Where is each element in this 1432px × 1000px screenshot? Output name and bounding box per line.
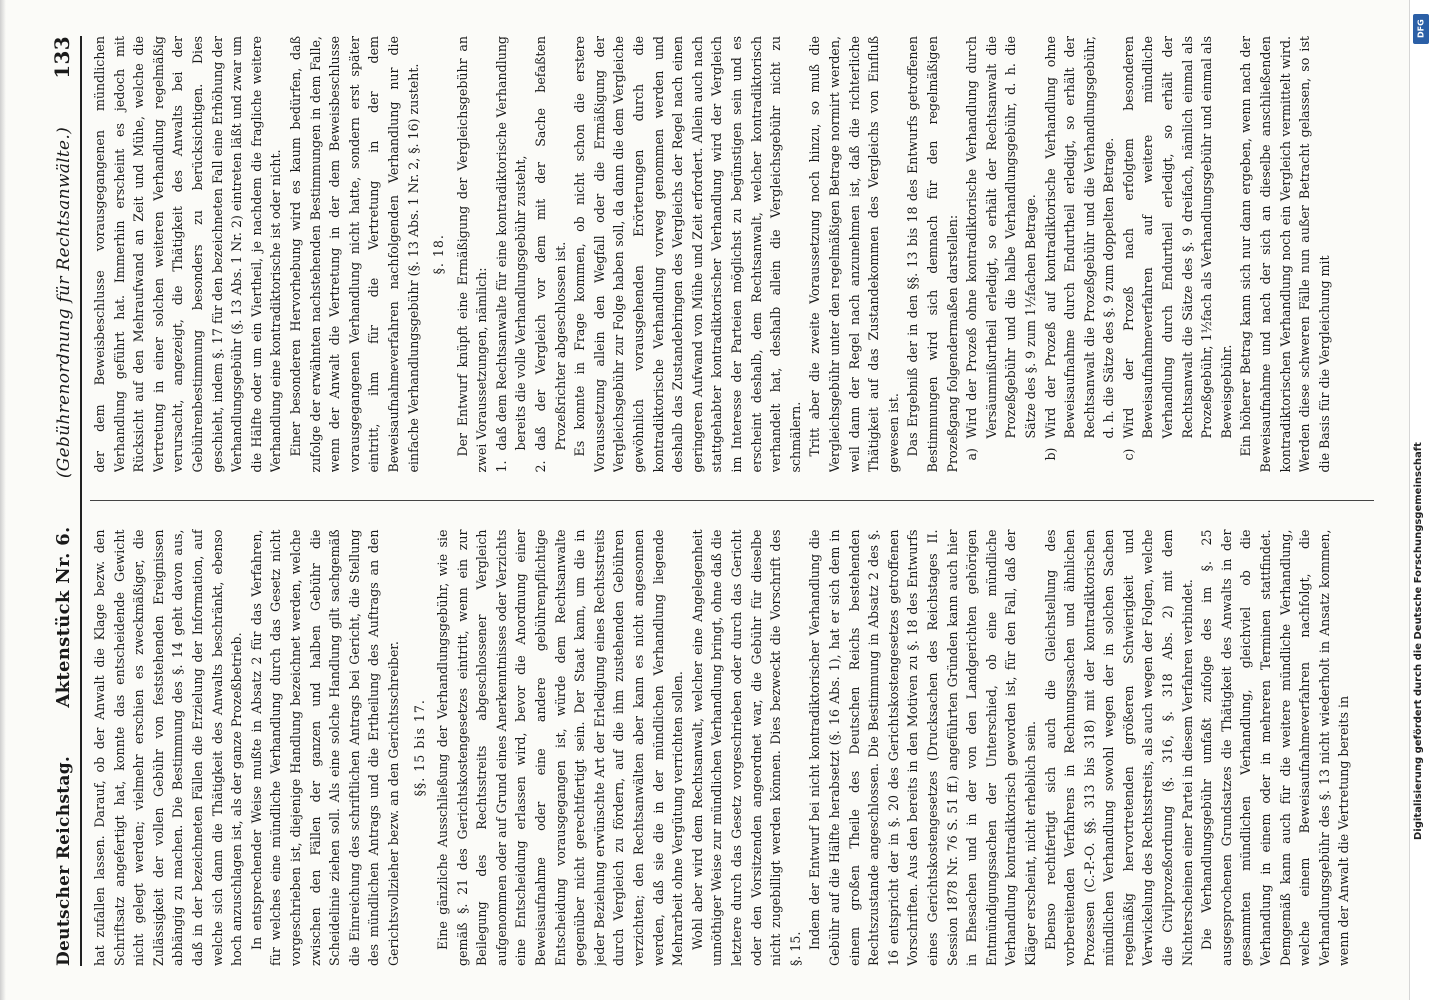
header-left-title: Deutscher Reichstag. <box>54 755 74 966</box>
list-item <box>1119 36 1237 473</box>
running-header <box>34 36 74 966</box>
paragraph: Eine gänzliche Ausschließung der Verhandlungsgebühr, wie sie gemäß §. 21 des Gerichtskostengesetzes eintritt, wenn ein zur Beilegung des Rechtsstreits abgeschlossener Vergleich aufgenommen oder auf Grund eines Anerkenntnisses oder Verzichts eine Entscheidung erlassen wird, bevor die Anordnung einer Beweisaufnahme oder eine andere gebührenpflichtige Entscheidung vorausgegangen ist, würde dem Rechtsanwalte gegenüber nicht gerechtfertigt sein. Der Staat kann, um die in jeder Beziehung erwünschte Art der Erledigung eines Rechtsstreits durch Vergleich zu fördern, auf die ihm zustehenden Gebühren verzichten; den Rechtsanwälten aber kann es nicht angesonnen werden, daß sie die in der mündlichen Verhandlung liegende Mehrarbeit ohne Vergütung verrichten sollen. <box>435 529 686 966</box>
list-marker: 1. <box>493 460 509 473</box>
column-left <box>90 530 1374 967</box>
paragraph: Das Ergebniß der in den §§. 13 bis 18 des Entwurfs getroffenen Bestimmungen wird sich demnach für den regelmäßigen Prozeßgang folgendermaßen darstellen: <box>905 36 960 473</box>
dfg-logo-icon: DFG <box>1413 14 1429 44</box>
header-rule <box>80 36 82 966</box>
paragraph: Die Verhandlungsgebühr umfaßt zufolge des im §. 25 ausgesprochenen Grundsatzes die Thätigkeit des Anwalts in der gesammten mündlichen Verhandlung, gleichviel ob die Verhandlung in einem oder in mehreren Terminen stattfindet. Demgemäß kann auch für die weitere mündliche Verhandlung, welche einem Beweisaufnahmeverfahren nachfolgt, die Verhandlungsgebühr des §. 13 nicht wiederholt in Ansatz kommen, wenn der Anwalt die Vertretung bereits in <box>1199 529 1352 966</box>
paragraph: In entsprechender Weise mußte in Absatz 2 für das Verfahren, für welches eine mündliche Verhandlung durch das Gesetz nicht vorgeschrieben ist, diejenige Handlung bezeichnet werden, welche zwischen den Fällen der ganzen und halben Gebühr die Scheidelinie ziehen soll. Als eine solche Handlung gilt sachgemäß die Einreichung des schriftlichen Antrags bei Gericht, die Stellung des mündlichen Antrags und die Ertheilung des Auftrags an den Gerichtsvollzieher bezw. an den Gerichtsschreiber. <box>248 529 401 966</box>
paragraph: Ein höherer Betrag kann sich nur dann ergeben, wenn nach der Beweisaufnahme und nach der sich an dieselbe anschließenden kontradiktorischen Verhandlung noch ein Vergleich vermittelt wird. Werden diese schweren Fälle nun außer Betracht gelassen, so ist die Basis für die Vergleichung mit <box>1238 36 1332 473</box>
list-text: Wird der Prozeß ohne kontradiktorische Verhandlung durch Versäumnißurtheil erledigt, so erhält der Rechtsanwalt die Prozeßgebühr und die halbe Verhandlungsgebühr, d. h. die Sätze des §. 9 zum 1½fachen Betrage. <box>964 36 1038 439</box>
list-item <box>1041 36 1119 473</box>
column-divider <box>90 501 1374 502</box>
page-edge-shadow <box>0 0 6 1000</box>
paragraph: Ebenso rechtfertigt sich auch die Gleichstellung des vorbereitenden Verfahrens in Rechnungssachen und ähnlichen Prozessen (C.-P.-O. §§. 313 bis 318) mit der kontradiktorischen mündlichen Verhandlung sowohl wegen der in solchen Sachen regelmäßig hervortretenden größeren Schwierigkeit und Verwickelung des Rechtsstreits, als auch wegen der Folgen, welche die Civilprozeßordnung (§. 316, §. 318 Abs. 2) mit dem Nichterscheinen einer Partei in diesem Verfahren verbindet. <box>1042 529 1195 966</box>
header-right-title: (Gebührenordnung für Rechtsanwälte.) <box>54 126 74 479</box>
list-marker: 2. <box>533 460 549 473</box>
list-marker: c) <box>1120 448 1136 461</box>
list-marker: a) <box>964 448 980 461</box>
section-heading: §§. 15 bis 17. <box>411 699 427 797</box>
paragraph: Indem der Entwurf bei nicht kontradiktorischer Verhandlung die Gebühr auf die Hälfte herabsetzt (§. 16 Abs. 1), hat er sich dem in einem großen Theile des Deutschen Reichs bestehenden Rechtszustande angeschlossen. Die Bestimmung in Absatz 2 des §. 16 entspricht der in §. 20 des Gerichtskostengesetzes getroffenen Vorschriften. Aus den bereits in den Motiven zu §. 18 des Entwurfs eines Gerichtskostengesetzes (Drucksachen des Reichstages II. Session 1878 Nr. 76 S. 51 ff.) angeführten Gründen kann auch hier in Ehesachen und in der von den Landgerichten gehörigen Entmündigungssachen der Unterschied, ob eine mündliche Verhandlung kontradiktorisch geworden ist, für den Fall, daß der Kläger erscheint, nicht erheblich sein. <box>807 529 1038 966</box>
column-right <box>90 36 1374 473</box>
section-heading: §. 18. <box>431 234 447 275</box>
list-item <box>962 36 1040 473</box>
digitization-credit: Digitalisierung gefördert durch die Deutsche Forschungsgemeinschaft <box>1413 442 1424 840</box>
paragraph: Der Entwurf knüpft eine Ermäßigung der Vergleichsgebühr an zwei Voraussetzungen, nämlich: <box>454 36 490 473</box>
paragraph: hat zufallen lassen. Darauf, ob der Anwalt die Klage bezw. den Schriftsatz angefertigt hat, konnte das entscheidende Gewicht nicht gelegt werden; vielmehr erschien es zweckmäßiger, die Zulässigkeit der vollen Gebühr von feststehenden Ereignissen abhängig zu machen. Die Bestimmung des §. 14 geht davon aus, daß in der bezeichneten Fällen die Erzielung der Information, auf welche sich dann die Thätigkeit des Anwalts beschränkt, ebenso hoch anzuschlagen ist, als der ganze Prozeßbetrieb. <box>92 529 245 966</box>
digitization-sidebar <box>1409 0 1432 1000</box>
list-item <box>492 36 531 473</box>
paragraph: der dem Beweisbeschlusse vorausgegangenen mündlichen Verhandlung geführt hat. Immerhin erscheint es jedoch mit Rücksicht auf den Mehraufwand an Zeit und Mühe, welche die Vertretung in einer solchen weiteren Verhandlung regelmäßig verursacht, angezeigt, die Thätigkeit des Anwalts bei der Gebührenbestimmung besonders zu berücksichtigen. Dies geschieht, indem §. 17 für den bezeichneten Fall eine Erhöhung der Verhandlungsgebühr (§. 13 Abs. 1 Nr. 2) eintreten läßt und zwar um die Hälfte oder um ein Viertheil, je nachdem die fragliche weitere Verhandlung eine kontradiktorische ist oder nicht. <box>92 36 284 473</box>
list-marker: b) <box>1042 447 1058 461</box>
list-text: Wird der Prozeß nach erfolgtem besonderen Beweisaufnahmeverfahren auf weitere mündliche Verhandlung durch Endurtheil erledigt, so erhält der Rechtsanwalt die Sätze des §. 9 dreifach, nämlich einmal als Prozeßgebühr, 1½fach als Verhandlungsgebühr und einmal als Beweisgebühr. <box>1120 36 1234 439</box>
header-center-title: Aktenstück Nr. 6. <box>53 526 74 708</box>
text-columns <box>90 36 1374 966</box>
list-text: Wird der Prozeß auf kontradiktorische Verhandlung ohne Beweisaufnahme durch Endurtheil erledigt, so erhält der Rechtsanwalt die Prozeßgebühr und die Verhandlungsgebühr, d. h. die Sätze des §. 9 zum doppelten Betrage. <box>1042 36 1117 439</box>
list-item <box>531 36 570 473</box>
paragraph: Tritt aber die zweite Voraussetzung noch hinzu, so muß die Vergleichsgebühr unter den regelmäßigen Betrage normirt werden, weil dann der Regel nach anzunehmen ist, daß die richterliche Thätigkeit auf das Zustandekommen des Vergleichs von Einfluß gewesen ist. <box>807 36 901 473</box>
page-content <box>34 36 1374 966</box>
paragraph: Wohl aber wird dem Rechtsanwalt, welcher eine Angelegenheit unnöthiger Weise zur mündlichen Verhandlung bringt, ohne daß die letztere durch das Gesetz vorgeschrieben oder durch das Gericht oder den Vorsitzenden angeordnet war, die Gebühr für dieselbe nicht zugebilligt werden können. Dies bezweckt die Vorschrift des §. 15. <box>689 529 803 966</box>
list-text: daß dem Rechtsanwalte für eine kontradiktorische Verhandlung bereits die volle Verhandlungsgebühr zusteht, <box>493 36 529 451</box>
list-text: daß der Vergleich vor dem mit der Sache befaßten Prozeßrichter abgeschlossen ist. <box>533 36 568 451</box>
paragraph: Einer besonderen Hervorhebung wird es kaum bedürfen, daß zufolge der erwähnten nachstehenden Bestimmungen in dem Falle, wenn der Anwalt die Vertretung in der dem Beweisbeschlusse vorausgegangenen Verhandlung nicht hatte, sondern erst später eintritt, ihm für die Vertretung in der dem Beweisaufnahmeverfahren nachfolgenden Verhandlung nur die einfache Verhandlungsgebühr (§. 13 Abs. 1 Nr. 2, §. 16) zusteht. <box>287 36 421 473</box>
paragraph: Es konnte in Frage kommen, ob nicht schon die erstere Voraussetzung allein den Wegfall oder die Ermäßigung der Vergleichsgebühr zur Folge haben soll, da dann die dem Vergleiche gewöhnlich vorausgehenden Erörterungen durch die kontradiktorische Verhandlung vorweg genommen werden und deshalb das Zustandebringen des Vergleichs der Regel nach einen geringeren Aufwand von Mühe und Zeit erfordert. Allein auch nach stattgehabter kontradiktorischer Verhandlung wird der Vergleich im Interesse der Parteien möglichst zu begünstigen sein und es erscheint deshalb, dem Rechtsanwalt, welcher kontradiktorisch verhandelt hat, deshalb allein die Vergleichsgebühr nicht zu schmälern. <box>572 36 803 473</box>
page-number: 133 <box>50 36 74 79</box>
